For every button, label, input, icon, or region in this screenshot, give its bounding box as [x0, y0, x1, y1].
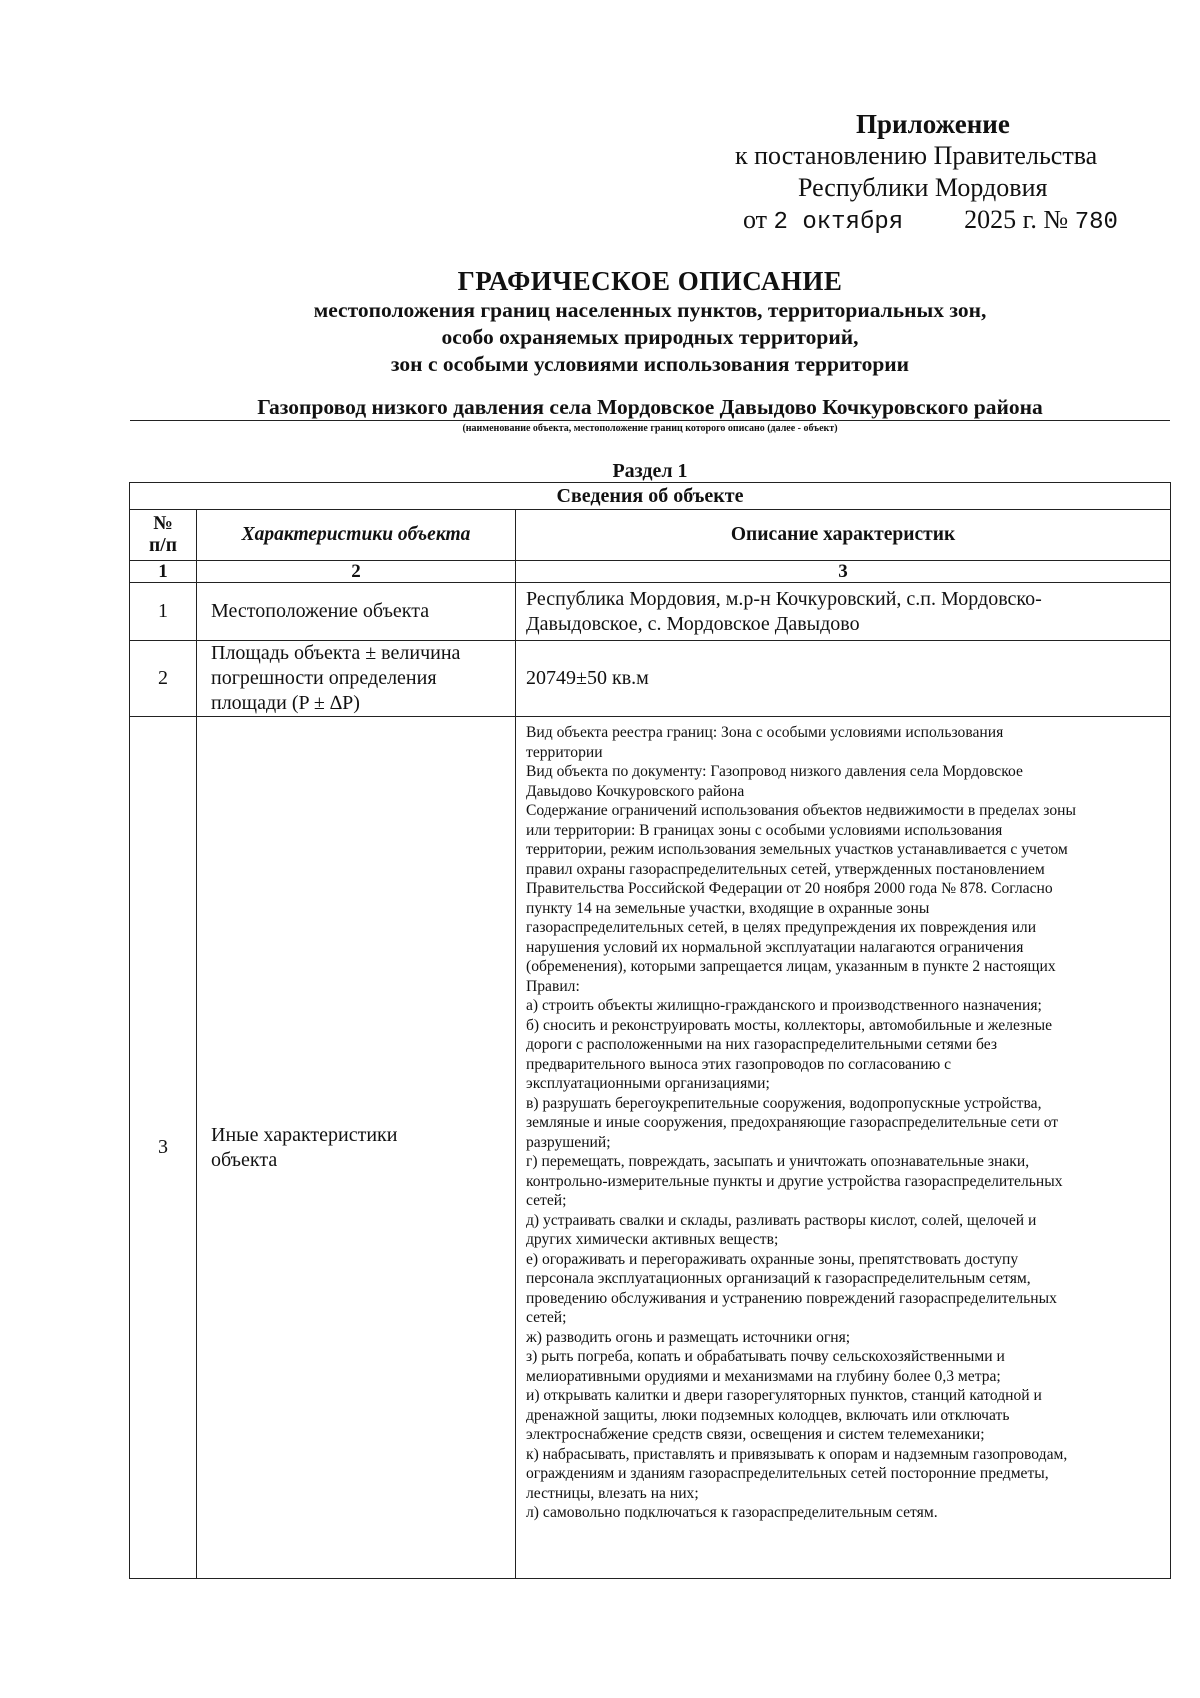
object-name: Газопровод низкого давления села Мордовское Давыдово Кочкуровского района	[257, 395, 1043, 419]
object-name-underline	[130, 420, 1170, 421]
row-description-restrictions	[516, 717, 1171, 1579]
description-line: газораспределительных сетей, в целях предупреждения их повреждения или	[526, 919, 1037, 936]
description-line: д) устраивать свалки и склады, разливать растворы кислот, солей, щелочей и	[526, 1211, 1037, 1229]
description-line: нарушения условий их нормальной эксплуатации налагаются ограничения	[526, 938, 1024, 956]
characteristic-line: погрешности определения	[211, 667, 437, 689]
row-description: 20749±50 кв.м	[516, 641, 1171, 717]
description-line: предварительного выноса этих газопроводов по согласованию с	[526, 1055, 952, 1073]
header-num-line1: №	[153, 513, 173, 534]
description-line: других химически активных веществ;	[526, 1231, 779, 1248]
header-description: Описание характеристик	[516, 510, 1171, 561]
row-number: 1	[130, 583, 197, 641]
appendix-line-republic: Республики Мордовия	[798, 173, 1048, 202]
description-line: ограждениям и зданиям газораспределительных сетей посторонние предметы,	[526, 1465, 1049, 1482]
header-characteristics: Характеристики объекта	[197, 510, 516, 561]
row-description	[516, 583, 1171, 641]
appendix-line-decree: к постановлению Правительства	[735, 141, 1098, 170]
description-line: дренажной защиты, люки подземных колодцев, включать или отключать	[526, 1406, 1010, 1424]
description-line: в) разрушать берегоукрепительные сооружения, водопропускные устройства,	[526, 1094, 1042, 1112]
row-characteristic	[197, 717, 516, 1579]
description-line: Республика Мордовия, м.р-н Кочкуровский, с.п. Мордовско-	[526, 587, 1042, 610]
decree-number: 780	[1074, 209, 1118, 236]
description-line: з) рыть погреба, копать и обрабатывать почву сельскохозяйственными и	[526, 1348, 1005, 1365]
object-name-caption: (наименование объекта, местоположение границ которого описано (далее - объект)	[462, 423, 838, 434]
description-line: эксплуатационными организациями;	[526, 1075, 770, 1092]
description-line: проведению обслуживания и устранению повреждений газораспределительных	[526, 1289, 1057, 1307]
row-characteristic	[197, 641, 516, 717]
characteristic-line: объекта	[211, 1148, 278, 1171]
description-line: Правил:	[526, 977, 580, 995]
column-number-3: 3	[516, 561, 1171, 583]
appendix-title: Приложение	[856, 109, 1010, 139]
description-line: земляные и иные сооружения, предохраняющие газораспределительные сети от	[526, 1114, 1059, 1131]
description-line: территории	[526, 743, 603, 761]
table-caption: Сведения об объекте	[130, 483, 1171, 510]
date-day-month: 2 октября	[773, 209, 904, 236]
description-line: Правительства Российской Федерации от 20 ноября 2000 года № 878. Согласно	[526, 880, 1053, 897]
description-line: электроснабжение средств связи, освещения и систем телемеханики;	[526, 1426, 985, 1443]
description-line: правил охраны газораспределительных сетей, утвержденных постановлением	[526, 860, 1045, 878]
description-line: а) строить объекты жилищно-гражданского и производственного назначения;	[526, 997, 1042, 1014]
header-num	[130, 510, 197, 561]
object-info-table	[129, 482, 1171, 1579]
description-line: к) набрасывать, приставлять и привязывать к опорам и надземным газопроводам,	[526, 1445, 1068, 1463]
description-line: сетей;	[526, 1192, 567, 1209]
description-line: Давыдовское, с. Мордовское Давыдово	[526, 612, 860, 635]
document-subtitle-1: местоположения границ населенных пунктов, территориальных зон,	[313, 298, 987, 322]
document-subtitle-3: зон с особыми условиями использования территории	[390, 352, 910, 376]
description-line: или территории: В границах зоны с особыми условиями использования	[526, 821, 1003, 839]
description-line: ж) разводить огонь и размещать источники огня;	[526, 1328, 851, 1346]
characteristic-line: площади (P ± ∆P)	[211, 692, 360, 714]
description-line: территории, режим использования земельных участков устанавливается с учетом	[526, 841, 1068, 858]
appendix-date-line	[700, 204, 1160, 239]
table-row	[130, 583, 1171, 641]
section-label: Раздел 1	[612, 460, 688, 482]
description-line: пункту 14 на земельные участки, входящие в охранные зоны	[526, 899, 930, 917]
row-number: 3	[130, 717, 197, 1579]
table-row	[130, 641, 1171, 717]
description-line: разрушений;	[526, 1133, 611, 1151]
table-caption-row	[130, 483, 1171, 510]
description-line: контрольно-измерительные пункты и другие устройства газораспределительных	[526, 1172, 1063, 1190]
column-number-1: 1	[130, 561, 197, 583]
document-title: ГРАФИЧЕСКОЕ ОПИСАНИЕ	[457, 266, 843, 296]
column-number-2: 2	[197, 561, 516, 583]
description-line: е) огораживать и перегораживать охранные зоны, препятствовать доступу	[526, 1250, 1019, 1268]
description-line: дороги с расположенными на них газораспределительными сетями без	[526, 1036, 998, 1053]
characteristic-line: Иные характеристики	[211, 1123, 398, 1146]
description-line: (обременения), которыми запрещается лицам, указанным в пункте 2 настоящих	[526, 958, 1056, 975]
header-num-line2: п/п	[149, 535, 177, 556]
description-line: персонала эксплуатационных организаций к газораспределительным сетям,	[526, 1270, 1031, 1287]
description-line: Давыдово Кочкуровского района	[526, 782, 745, 800]
description-line: Вид объекта реестра границ: Зона с особыми условиями использования	[526, 724, 1004, 741]
description-line: лестницы, влезать на них;	[526, 1484, 699, 1502]
row-number: 2	[130, 641, 197, 717]
description-line: б) сносить и реконструировать мосты, коллекторы, автомобильные и железные	[526, 1016, 1052, 1034]
document-title-block	[130, 266, 1170, 378]
description-line: мелиоративными орудиями и механизмами на глубину более 0,3 метра;	[526, 1367, 1001, 1385]
table-row	[130, 717, 1171, 1579]
appendix-block	[700, 108, 1160, 239]
date-year: 2025 г. №	[964, 205, 1069, 234]
date-prefix: от	[743, 205, 768, 234]
description-line: г) перемещать, повреждать, засыпать и уничтожать опознавательные знаки,	[526, 1153, 1030, 1170]
description-line: сетей;	[526, 1309, 567, 1326]
description-line: Вид объекта по документу: Газопровод низкого давления села Мордовское	[526, 763, 1023, 780]
table-header-row	[130, 510, 1171, 561]
document-subtitle-2: особо охраняемых природных территорий,	[441, 325, 859, 349]
description-line: Содержание ограничений использования объектов недвижимости в пределах зоны	[526, 802, 1076, 819]
description-line: л) самовольно подключаться к газораспределительным сетям.	[526, 1504, 938, 1521]
row-characteristic: Местоположение объекта	[197, 583, 516, 641]
characteristic-line: Площадь объекта ± величина	[211, 642, 461, 664]
column-number-row	[130, 561, 1171, 583]
description-line: и) открывать калитки и двери газорегуляторных пунктов, станций катодной и	[526, 1387, 1042, 1404]
